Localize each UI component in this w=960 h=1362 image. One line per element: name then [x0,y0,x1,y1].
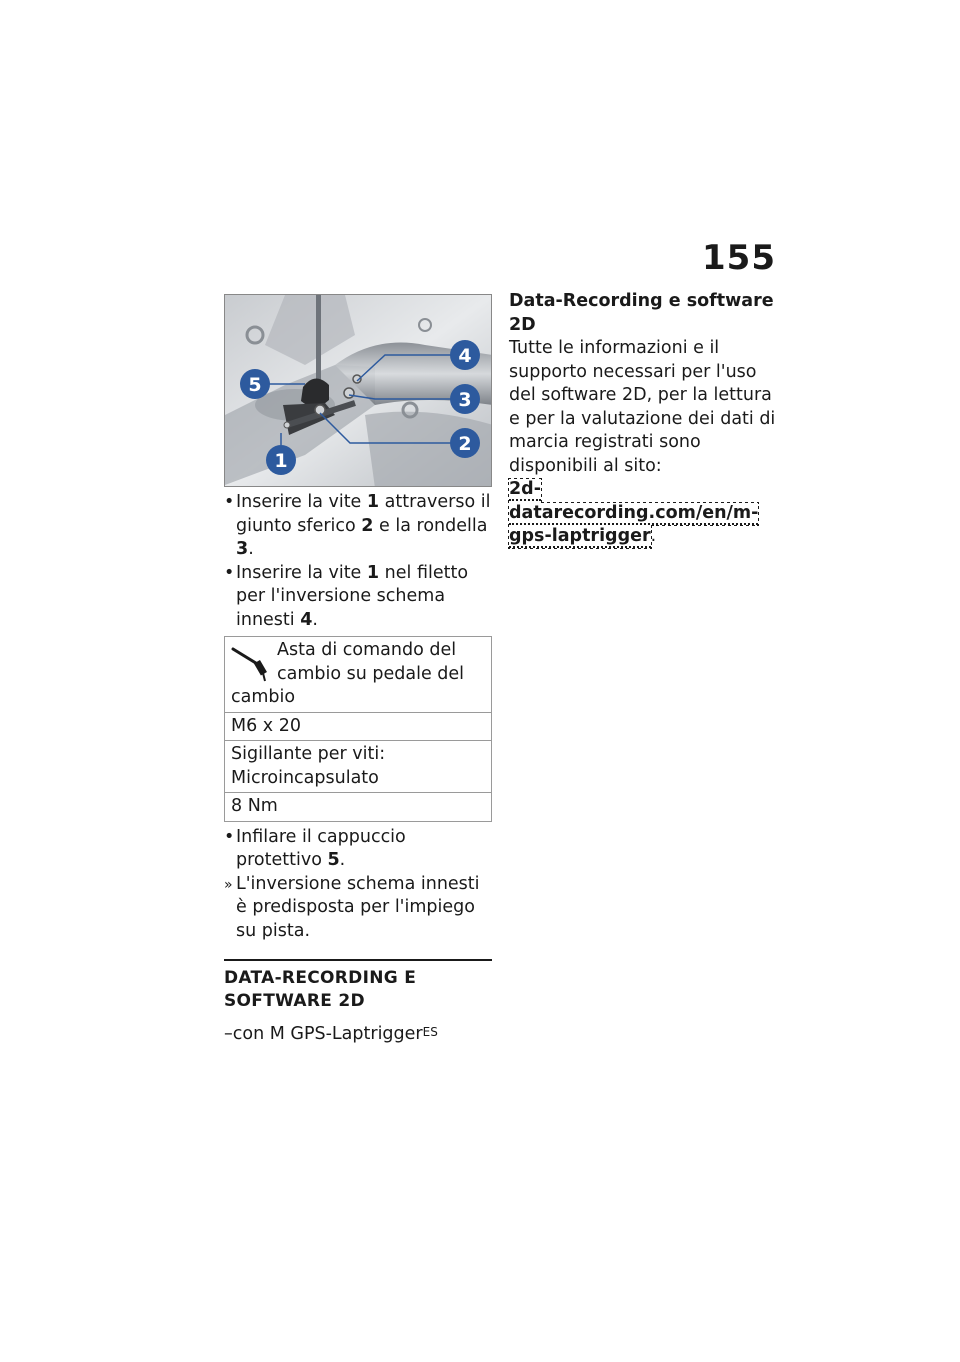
bullet-icon: • [224,562,235,583]
callout-4 [450,340,480,370]
info-body: Tutte le informazioni e il supporto necessari per l'uso del software 2D, per la lettura e per la valutazione dei dati di marcia registrati sono disponibili al sito: 2d-datarecording.com/en/m-gps-laptrigger. [509,338,776,546]
spec-torque: 8 Nm [225,793,492,822]
step-item: • Inserire la vite 1 nel filetto per l'inversione schema innesti 4. [224,562,469,630]
svg-text:5: 5 [248,374,262,396]
callout-1 [266,445,296,475]
callout-5 [240,369,270,399]
svg-text:3: 3 [458,389,472,411]
step-item: • Inserire la vite 1 attraverso il giunto sferico 2 e la rondella 3. [224,492,491,559]
result-item: » L'inversione schema innesti è predisposta per l'impiego su pista. [224,873,480,941]
torque-spec-table [224,636,492,822]
right-column [509,290,779,549]
installation-figure [224,294,492,487]
datarecording-link[interactable]: 2d-datarecording.com/en/m-gps-laptrigger [509,479,759,546]
left-column [224,294,492,1046]
page-number: 155 [702,238,776,278]
svg-text:4: 4 [458,345,472,367]
bullet-icon: • [224,826,235,847]
equipment-condition: –con M GPS-Laptrigger$^{ES}$ [224,1024,438,1044]
figure-illustration [225,295,492,487]
svg-text:1: 1 [274,450,288,472]
svg-text:2: 2 [458,433,472,455]
step-list-2 [224,826,492,944]
section-title: DATA-RECORDING E SOFTWARE 2D [224,968,417,1011]
equipment-superscript: ES [422,1025,438,1039]
step-list-1 [224,491,492,632]
screw-tool-icon [229,641,273,683]
spec-screw-size: M6 x 20 [225,712,492,741]
section-divider [224,959,492,961]
info-title: Data-Recording e software 2D [509,291,774,335]
spec-component: Asta di comando del cambio su pedale del cambio [231,640,465,707]
result-arrow-icon: » [224,876,233,893]
spec-component-cell [225,637,492,713]
callout-2 [450,428,480,458]
bullet-icon: • [224,492,235,512]
callout-3 [450,384,480,414]
step-item: • Infilare il cappuccio protettivo 5. [224,826,406,870]
spec-sealant: Sigillante per viti: Microincapsulato [225,741,492,793]
